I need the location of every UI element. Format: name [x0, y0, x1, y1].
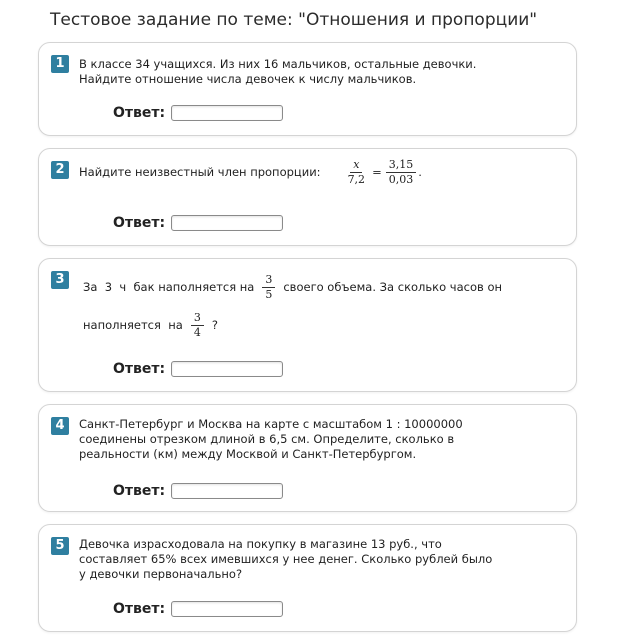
fraction-numerator: 3: [262, 274, 275, 288]
text-segment: наполняется на: [83, 317, 183, 332]
answer-input-5[interactable]: [171, 601, 283, 617]
answer-row: [113, 215, 283, 231]
question-text-line: у девочки первоначально?: [79, 567, 243, 581]
answer-input-3[interactable]: [171, 361, 283, 377]
question-text: [83, 269, 502, 343]
answer-label: Ответ:: [113, 601, 166, 617]
question-text: [79, 57, 476, 87]
proportion-right-fraction: [386, 159, 417, 186]
period: .: [418, 165, 422, 179]
question-text-line: В классе 34 учащихся. Из них 16 мальчиков, остальные девочки.: [79, 57, 477, 71]
question-number: 2: [51, 161, 69, 179]
question-text-line: [83, 269, 502, 305]
fraction-denominator: 0,03: [388, 173, 414, 186]
question-text-line: Найдите неизвестный член пропорции:: [79, 165, 321, 179]
fraction-three-quarters: [191, 312, 204, 339]
question-text-line: Санкт-Петербург и Москва на карте с масштабом 1 : 10000000: [79, 417, 463, 431]
question-text-line: составляет 65% всех имевшихся у нее денег. Сколько рублей было: [79, 552, 493, 566]
question-number: 1: [51, 55, 69, 73]
question-text-line: [83, 307, 502, 343]
fraction-three-fifths: [262, 274, 275, 301]
question-text-line: Девочка израсходовала на покупку в магазине 13 руб., что: [79, 537, 442, 551]
fraction-numerator: x: [350, 159, 362, 173]
answer-label: Ответ:: [113, 215, 166, 231]
proportion-left-fraction: [345, 159, 369, 186]
answer-row: [113, 601, 283, 617]
answer-input-1[interactable]: [171, 105, 283, 121]
page-title: Тестовое задание по теме: "Отношения и пропорции": [50, 10, 538, 30]
question-card-4: [38, 404, 577, 512]
answer-input-2[interactable]: [171, 215, 283, 231]
question-card-5: [38, 524, 577, 632]
fraction-numerator: 3: [191, 312, 204, 326]
answer-label: Ответ:: [113, 483, 166, 499]
question-text-line: Найдите отношение числа девочек к числу мальчиков.: [79, 72, 417, 86]
answer-row: [113, 361, 283, 377]
answer-row: [113, 483, 283, 499]
question-number: 5: [51, 537, 69, 555]
question-card-1: [38, 42, 577, 136]
question-text: [79, 159, 422, 186]
text-segment: ?: [211, 317, 218, 332]
answer-input-4[interactable]: [171, 483, 283, 499]
fraction-numerator: 3,15: [386, 159, 417, 173]
question-text: [79, 417, 463, 462]
answer-label: Ответ:: [113, 361, 166, 377]
question-card-3: [38, 258, 577, 392]
equals-sign: =: [372, 165, 382, 179]
question-text-line: реальности (км) между Москвой и Санкт-Петербургом.: [79, 447, 417, 461]
question-card-2: [38, 148, 577, 246]
text-segment: За 3 ч бак наполняется на: [83, 279, 255, 294]
text-segment: своего объема. За сколько часов он: [283, 279, 502, 294]
fraction-denominator: 5: [265, 287, 273, 301]
question-text: [79, 537, 492, 582]
question-text-line: соединены отрезком длиной в 6,5 см. Определите, сколько в: [79, 432, 455, 446]
answer-row: [113, 105, 283, 121]
question-number: 4: [51, 417, 69, 435]
question-number: 3: [51, 271, 69, 289]
fraction-denominator: 7,2: [347, 173, 366, 186]
fraction-denominator: 4: [193, 325, 201, 339]
answer-label: Ответ:: [113, 105, 166, 121]
